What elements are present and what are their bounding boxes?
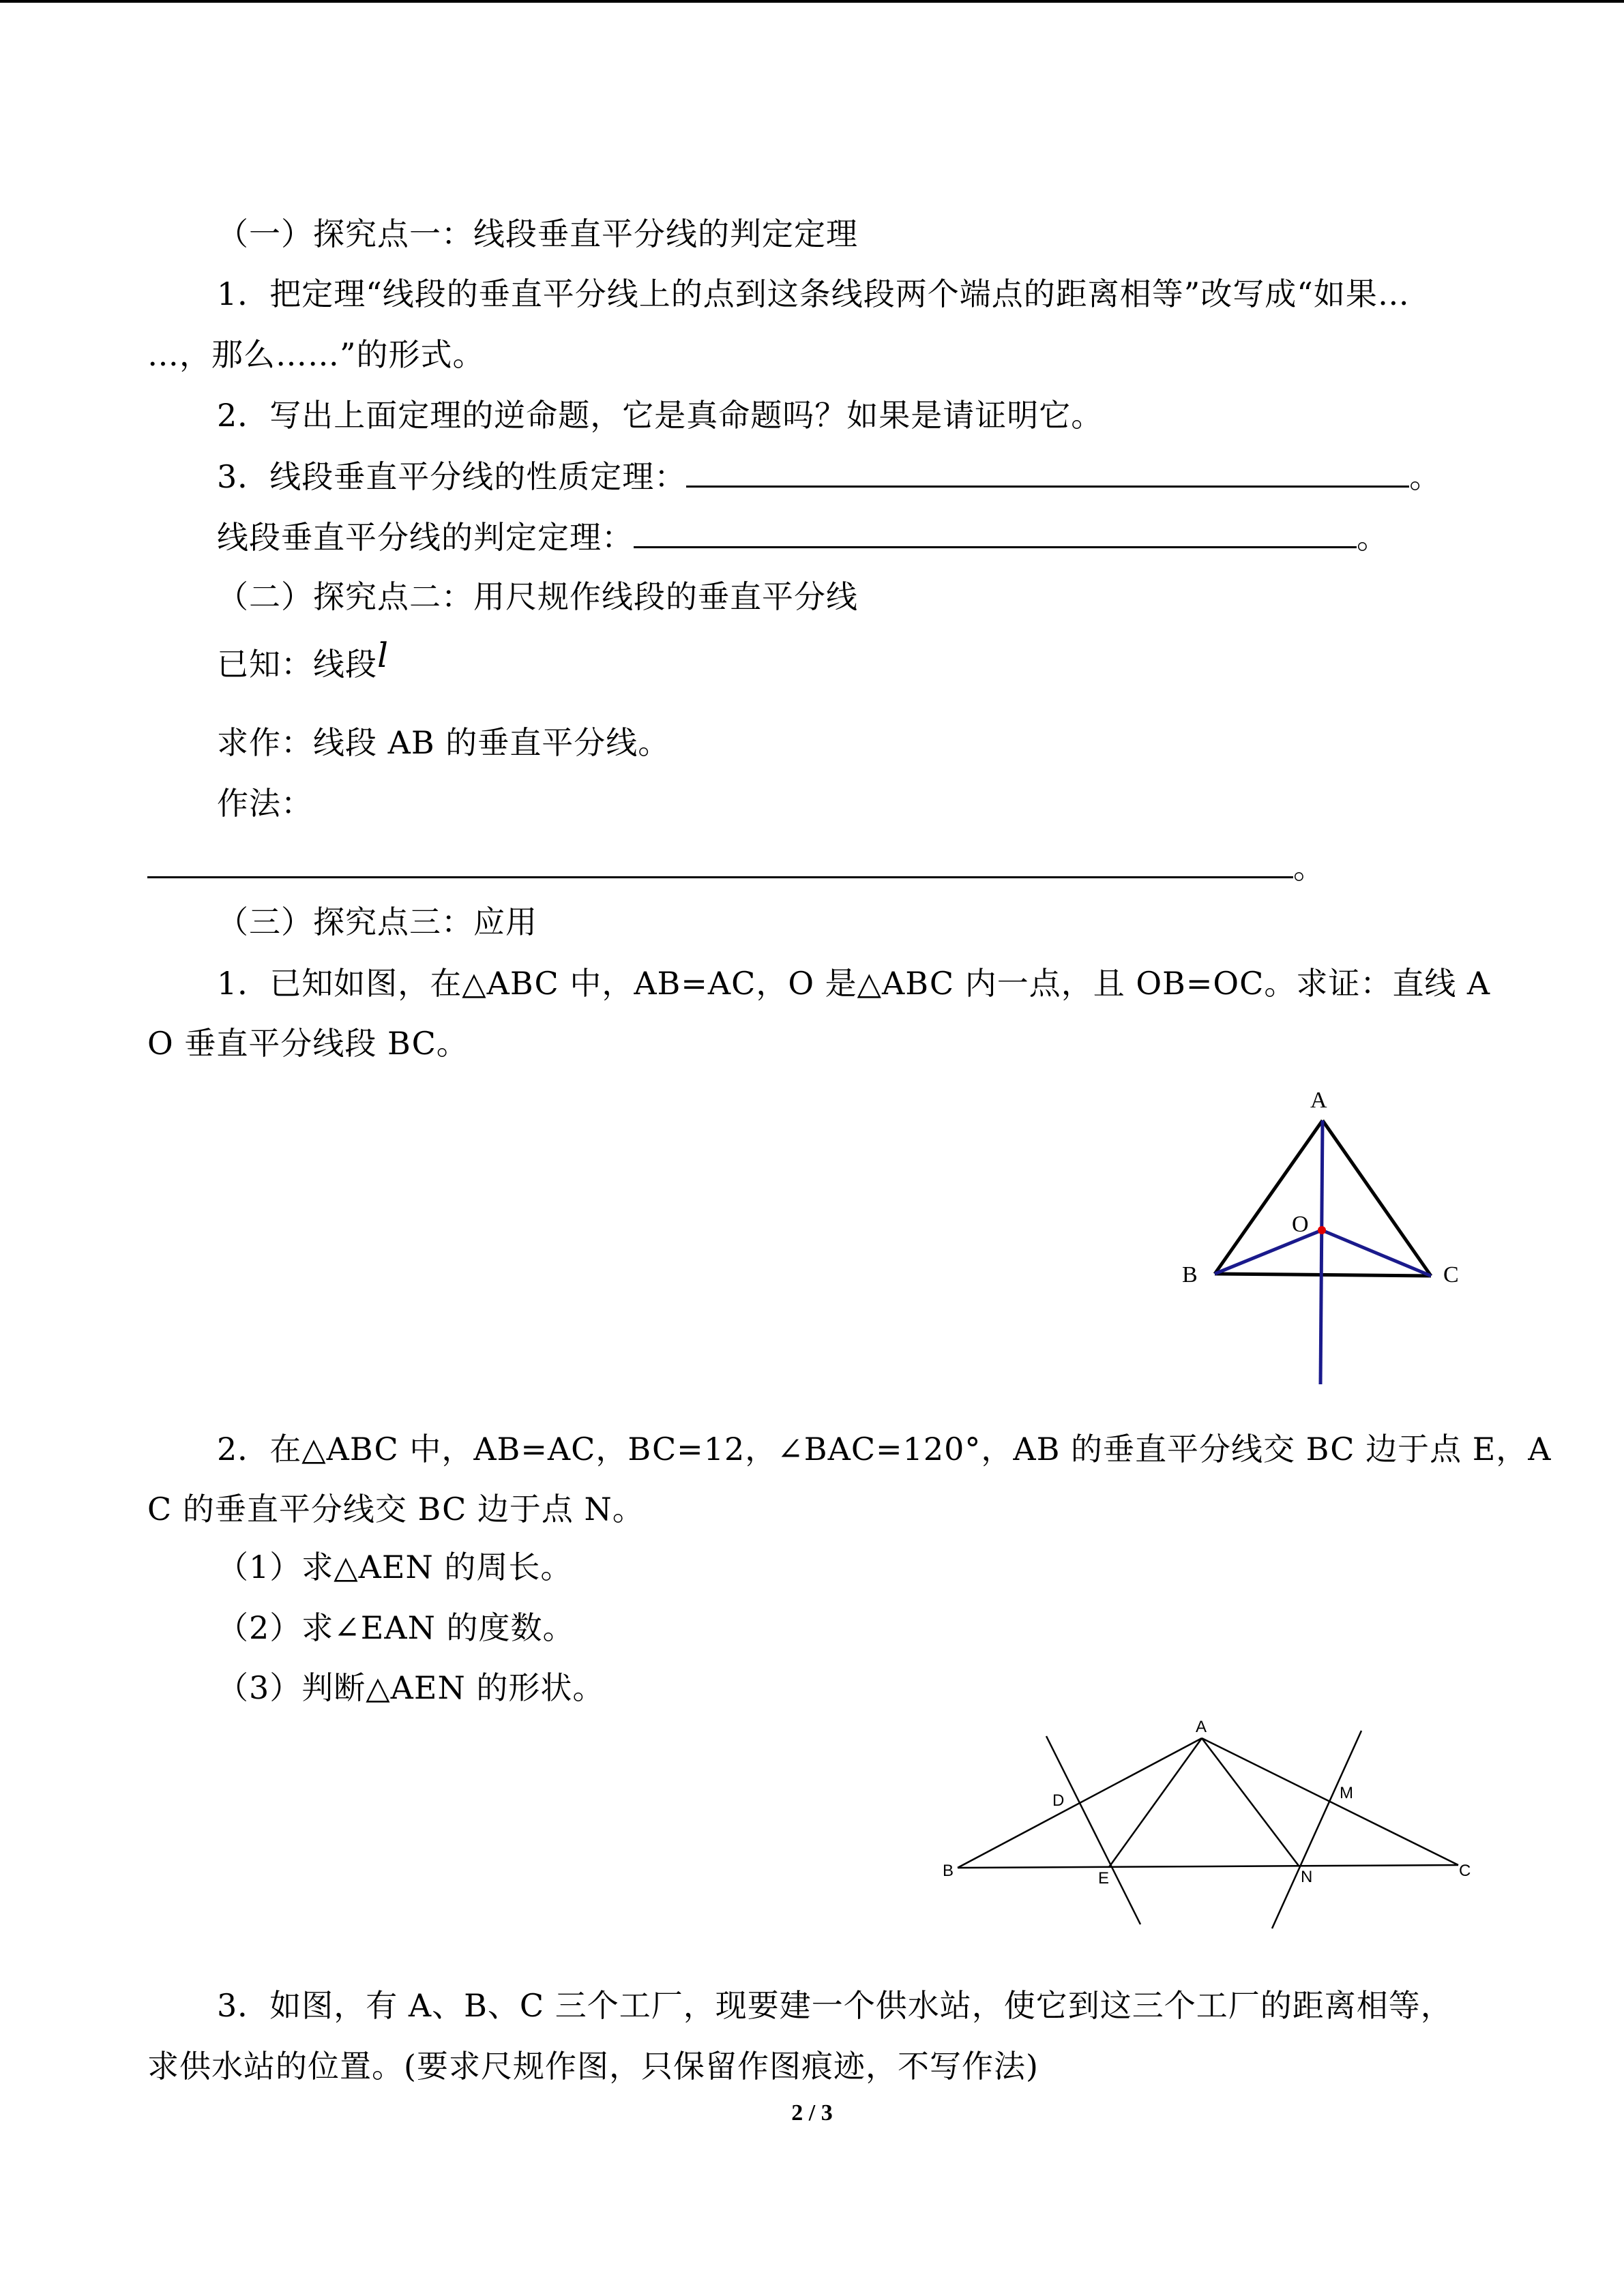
method-label: 作法：: [217, 785, 313, 822]
fig2-bisector-de: [1046, 1736, 1140, 1924]
answer-blank-property[interactable]: [686, 456, 1409, 488]
task-text: 求作：线段 AB 的垂直平分线。: [217, 724, 670, 761]
q3b-suffix: 。: [1357, 519, 1389, 556]
fig2-side-bc: [958, 1865, 1458, 1868]
answer-blank-criterion[interactable]: [634, 516, 1357, 548]
fig1-label-o: O: [1292, 1212, 1309, 1237]
fig2-segment-ae: [1109, 1738, 1202, 1867]
given-prefix: 已知：线段: [217, 646, 377, 683]
fig2-bisector-mn: [1272, 1731, 1361, 1928]
p3-line2: 求供水站的位置。(要求尺规作图，只保留作图痕迹，不写作法): [147, 2048, 1039, 2085]
fig1-line-ao-extended: [1320, 1120, 1323, 1384]
fig2-segment-an: [1202, 1738, 1299, 1866]
fig1-point-o: [1318, 1226, 1326, 1234]
given-line: [217, 636, 389, 685]
fig2-label-c: C: [1459, 1862, 1471, 1880]
p3-line1: 3．如图，有 A、B、C 三个工厂，现要建一个供水站，使它到这三个工厂的距离相等，: [217, 1987, 1453, 2024]
q3-property-line: [217, 456, 1441, 497]
p2-sub2: （2）求∠EAN 的度数。: [217, 1609, 575, 1646]
method-suffix: 。: [1293, 849, 1325, 886]
q3-suffix: 。: [1409, 458, 1442, 495]
p2-line2: C 的垂直平分线交 BC 边于点 N。: [147, 1491, 645, 1527]
figure-triangle-abc-o: [1160, 1077, 1487, 1391]
given-variable: l: [377, 636, 389, 675]
figure-triangle-aen: [928, 1705, 1501, 1950]
top-border: [0, 0, 1624, 3]
method-line: [147, 846, 1325, 888]
page-number: 2 / 3: [791, 2100, 833, 2126]
q3-prefix: 3．线段垂直平分线的性质定理：: [217, 458, 687, 495]
fig2-label-n: N: [1301, 1868, 1313, 1886]
fig2-label-d: D: [1052, 1791, 1065, 1810]
p1-line2: O 垂直平分线段 BC。: [147, 1025, 469, 1062]
p2-sub1: （1）求△AEN 的周长。: [217, 1549, 573, 1585]
fig1-label-c: C: [1443, 1262, 1459, 1287]
q2-text: 2．写出上面定理的逆命题，它是真命题吗？如果是请证明它。: [217, 397, 1104, 434]
section2-heading: （二）探究点二：用尺规作线段的垂直平分线: [217, 578, 858, 615]
fig2-label-a: A: [1196, 1718, 1207, 1736]
p1-line1: 1．已知如图，在△ABC 中，AB=AC，O 是△ABC 内一点，且 OB=OC。求证：直线 A: [217, 965, 1491, 1002]
p2-sub3: （3）判断△AEN 的形状。: [217, 1669, 605, 1706]
p2-line1: 2．在△ABC 中，AB=AC，BC=12，∠BAC=120°，AB 的垂直平分线交 BC 边于点 E，A: [217, 1431, 1552, 1467]
q3-criterion-line: [217, 516, 1389, 558]
fig2-label-b: B: [943, 1862, 954, 1880]
q1-line1: 1．把定理“线段的垂直平分线上的点到这条线段两个端点的距离相等”改写成“如果…: [217, 275, 1410, 312]
fig1-label-a: A: [1310, 1088, 1327, 1113]
fig2-label-e: E: [1098, 1869, 1110, 1888]
section1-heading: （一）探究点一：线段垂直平分线的判定定理: [217, 215, 858, 252]
section3-heading: （三）探究点三：应用: [217, 904, 537, 940]
answer-blank-method[interactable]: [147, 846, 1293, 878]
q1-line2: …，那么……”的形式。: [147, 336, 485, 373]
fig1-label-b: B: [1182, 1262, 1198, 1287]
fig2-label-m: M: [1340, 1784, 1353, 1802]
q3b-prefix: 线段垂直平分线的判定定理：: [217, 519, 634, 556]
